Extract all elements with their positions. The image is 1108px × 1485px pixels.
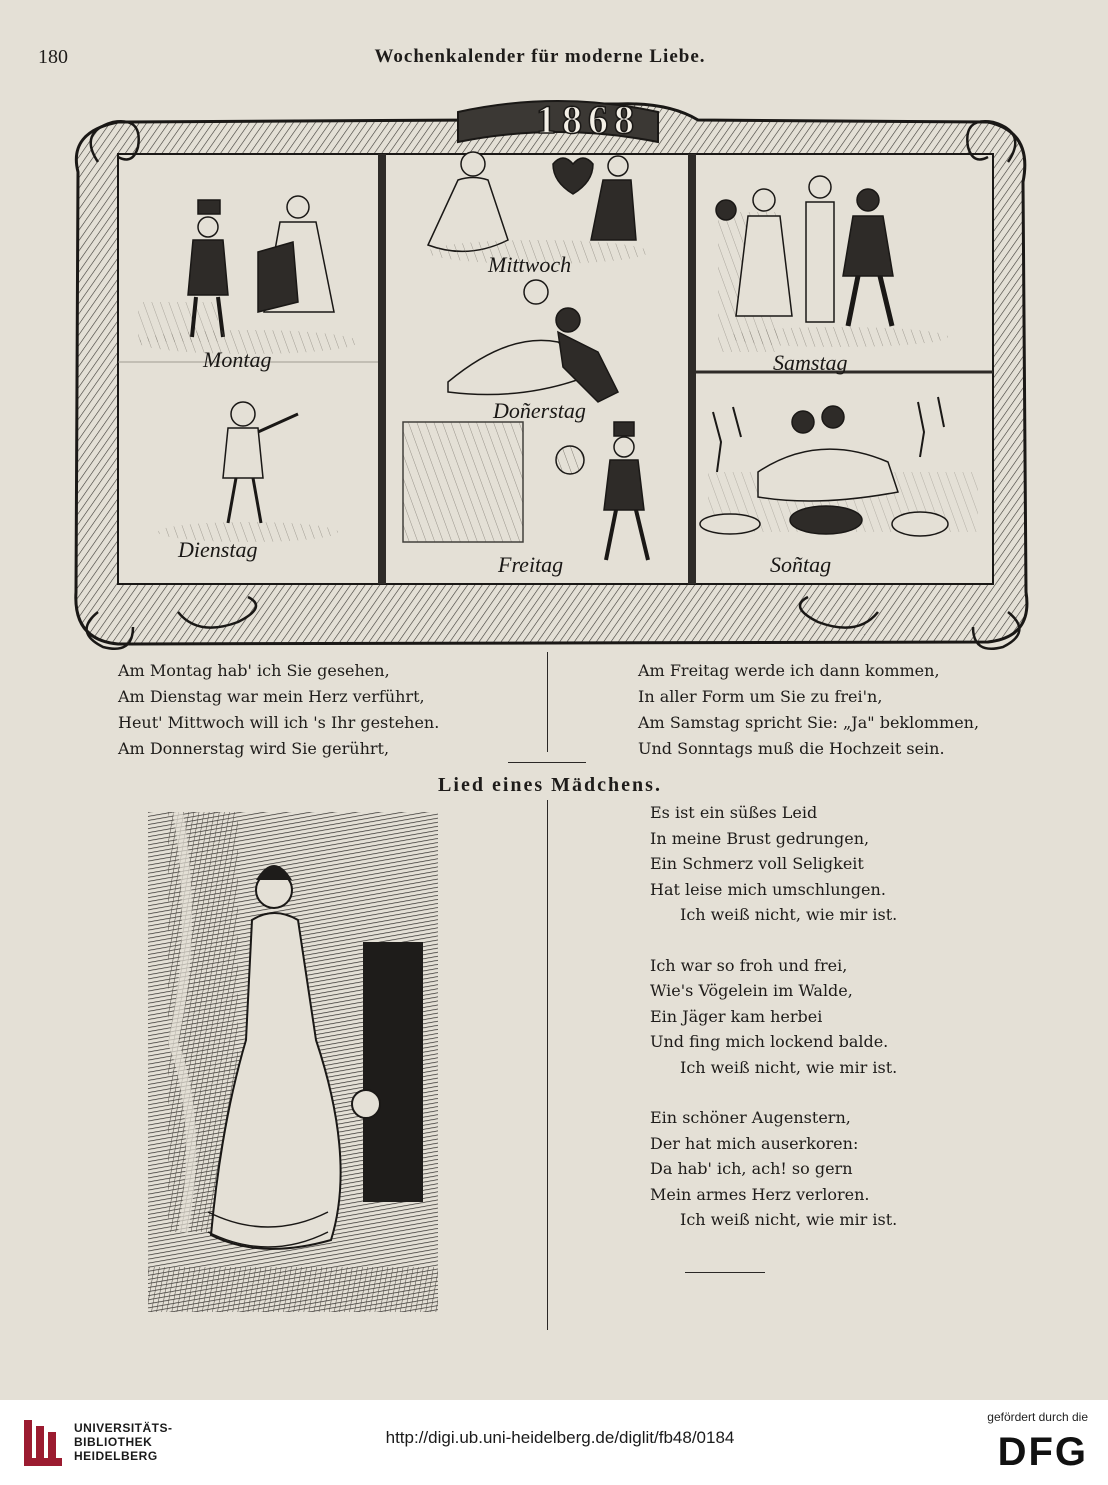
funded-by-label: gefördert durch die <box>987 1410 1088 1424</box>
song-line: Ein Schmerz voll Seligkeit <box>650 854 864 873</box>
day-label-donnerstag: Doñerstag <box>493 398 586 423</box>
running-title: Wochenkalender für moderne Liebe. <box>374 46 706 67</box>
song-line: Wie's Vögelein im Walde, <box>650 981 853 1000</box>
song-line: Ich war so froh und frei, <box>650 955 848 975</box>
song-title: Lied eines Mädchens. <box>438 774 662 796</box>
column-divider <box>547 800 548 1330</box>
poem-line: Am Samstag spricht Sie: „Ja" beklommen, <box>638 713 980 732</box>
song-line: Mein armes Herz verloren. <box>650 1184 870 1204</box>
poem-line: Am Donnerstag wird Sie gerührt, <box>118 739 390 758</box>
library-name: UNIVERSITÄTS- BIBLIOTHEK HEIDELBERG <box>74 1421 173 1463</box>
poem-line: In aller Form um Sie zu frei'n, <box>638 687 883 706</box>
song-refrain: Ich weiß nicht, wie mir ist. <box>680 1210 898 1229</box>
song-line: Hat leise mich umschlungen. <box>650 879 886 899</box>
song-line: Es ist ein süßes Leid <box>650 803 818 822</box>
day-label-samstag: Samstag <box>773 350 848 375</box>
poem-line: Am Freitag werde ich dann kommen, <box>638 661 940 680</box>
girl-at-window-engraving <box>148 812 438 1312</box>
poem-left-column <box>118 658 518 762</box>
day-label-dienstag: Dienstag <box>178 537 258 562</box>
library-logo-icon <box>22 1418 64 1468</box>
permalink-url[interactable]: http://digi.ub.uni-heidelberg.de/diglit/fb48/0184 <box>385 1428 735 1447</box>
stanza-2 <box>650 953 1030 1081</box>
stanza-1 <box>650 800 1030 928</box>
poem-right-column <box>638 658 1038 762</box>
poem-line: Heut' Mittwoch will ich 's Ihr gestehen. <box>118 713 440 732</box>
day-label-sonntag: Soñtag <box>770 552 832 577</box>
song-refrain: Ich weiß nicht, wie mir ist. <box>680 905 898 924</box>
song-line: Und fing mich lockend balde. <box>650 1032 889 1051</box>
poem-divider <box>547 652 548 752</box>
song-text <box>650 800 1030 1258</box>
day-label-freitag: Freitag <box>498 552 564 577</box>
poem-line: Am Dienstag war mein Herz verführt, <box>118 687 425 706</box>
stanza-3 <box>650 1105 1030 1233</box>
end-rule <box>685 1272 765 1273</box>
song-line: Der hat mich auserkoren: <box>650 1133 859 1153</box>
song-line: Da hab' ich, ach! so gern <box>650 1159 853 1178</box>
year-banner: 1868 <box>536 97 640 142</box>
song-line: Ein Jäger kam herbei <box>650 1006 823 1026</box>
page-number: 180 <box>38 46 68 68</box>
viewer-footer <box>0 1400 1108 1485</box>
day-label-montag: Montag <box>203 347 272 372</box>
song-line: In meine Brust gedrungen, <box>650 828 870 848</box>
song-refrain: Ich weiß nicht, wie mir ist. <box>680 1057 898 1077</box>
section-rule <box>508 762 586 763</box>
poem-line: Und Sonntags muß die Hochzeit sein. <box>638 739 945 758</box>
dfg-logo: DFG <box>997 1430 1088 1474</box>
weekly-calendar-illustration <box>58 92 1043 652</box>
day-label-mittwoch: Mittwoch <box>488 252 572 277</box>
song-line: Ein schöner Augenstern, <box>650 1108 851 1127</box>
poem-line: Am Montag hab' ich Sie gesehen, <box>118 661 390 680</box>
